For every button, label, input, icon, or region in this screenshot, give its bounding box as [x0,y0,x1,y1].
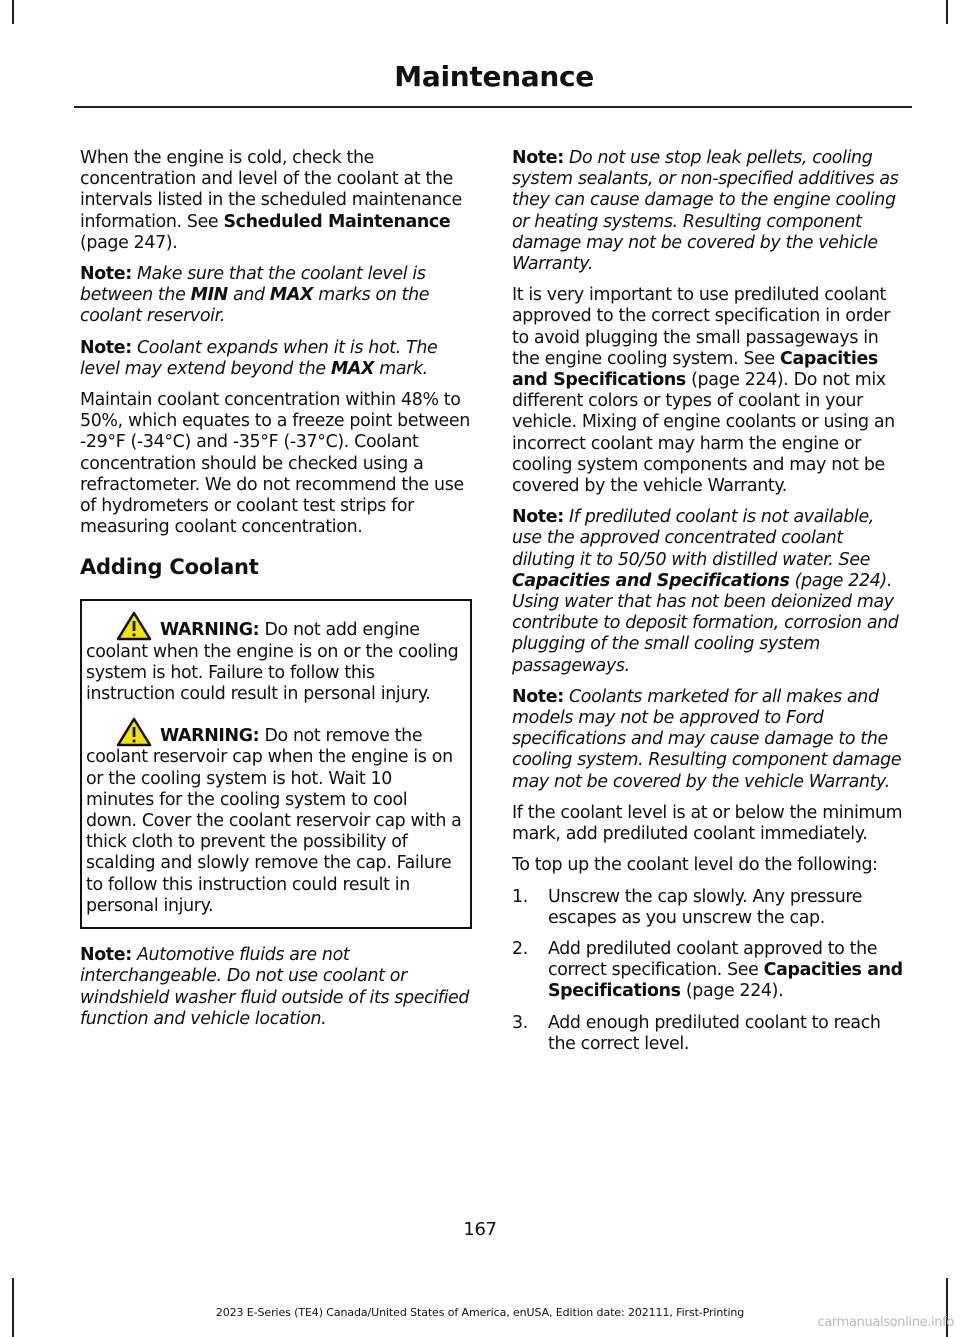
note-label: Note: [80,264,132,285]
page-number: 167 [463,1219,497,1240]
note-coolant-level: Note: Make sure that the coolant level is between the MIN and MAX marks on the coolant reservoir. [80,264,430,327]
warning-label: WARNING: [160,726,260,747]
paragraph-coolant-check: When the engine is cold, check the concentration and level of the coolant at the intervals listed in the scheduled maintenance information. See Scheduled Maintenance (page 247). [80,148,462,253]
note-coolant-expands: Note: Coolant expands when it is hot. The level may extend beyond the MAX mark. [80,337,438,379]
page-title: Maintenance [394,60,594,93]
note-label: Note: [512,507,564,528]
capacities-specifications-link[interactable]: Capacities and Specifications [548,960,903,1002]
header-divider [74,106,912,108]
watermark: carmanualsonline.info [817,1314,954,1330]
capacities-specifications-link[interactable]: Capacities and Specifications [512,570,790,591]
note-prediluted-unavailable: Note: If prediluted coolant is not available, use the approved concentrated coolant diluting it to 50/50 with distilled water. See Capacities and Specifications (page 224). Using water that has not been deionized may contribute to deposit formation, corrosion and plugging of the small cooling system passageways. [512,507,899,676]
warning-reservoir-cap: WARNING: Do not remove the coolant reservoir cap when the engine is on or the cooling system is hot. Wait 10 minutes for the cooling system to cool down. Cover the coolant reservoir cap with a thick cloth to prevent the possibility of scalding and slowly remove the cap. Failure to follow this instruction could result in personal injury. [86,717,462,917]
left-column [80,148,475,1040]
warning-triangle-icon [116,717,152,747]
note-label: Note: [512,686,564,707]
top-up-steps-list [512,887,907,1055]
warning-triangle-icon [116,611,152,641]
warning-box [80,599,472,929]
scheduled-maintenance-link[interactable]: Scheduled Maintenance [223,211,451,232]
footer-edition-info: 2023 E-Series (TE4) Canada/United States of America, enUSA, Edition date: 202111, First-Printing [215,1306,745,1319]
list-item: 3. Add enough prediluted coolant to reach the correct level. [512,1012,881,1054]
list-item: 1. Unscrew the cap slowly. Any pressure escapes as you unscrew the cap. [512,886,863,928]
note-automotive-fluids: Note: Automotive fluids are not interchangeable. Do not use coolant or windshield washer fluid outside of its specified function and vehicle location. [80,945,470,1029]
warning-hot-system: WARNING: Do not add engine coolant when the engine is on or the cooling system is hot. Failure to follow this instruction could result in personal injury. [86,611,462,705]
crop-mark [12,0,14,24]
note-label: Note: [80,945,132,966]
note-label: Note: [80,337,132,358]
paragraph-minimum-mark: If the coolant level is at or below the minimum mark, add prediluted coolant immediately. [512,802,903,845]
crop-mark [946,0,948,24]
paragraph-concentration: Maintain coolant concentration within 48% to 50%, which equates to a freeze point between -29°F (-34°C) and -35°F (-37°C). Coolant concentration should be checked using a refractometer. We do not recommend the use of hydrometers or coolant test strips for measuring coolant concentration. [80,390,470,538]
capacities-specifications-link[interactable]: Capacities and Specifications [512,348,878,391]
paragraph-prediluted-coolant: It is very important to use prediluted coolant approved to the correct specification in order to avoid plugging the small passageways in the engine cooling system. See Capacities and Specifications (page 224). Do not mix different colors or types of coolant in your vehicle. Mixing of engine coolants or using an incorrect coolant may harm the engine or cooling system components and may not be covered by the vehicle Warranty. [512,285,895,497]
warning-label: WARNING: [160,620,260,641]
list-item: 2. Add prediluted coolant approved to the correct specification. See Capacities and Specifications (page 224). [512,938,903,1002]
note-label: Note: [512,148,564,168]
note-stop-leak: Note: Do not use stop leak pellets, cooling system sealants, or non-specified additives as they can cause damage to the engine cooling or heating systems. Resulting component damage may not be covered by the vehicle Warranty. [512,148,899,275]
right-column [512,148,907,1065]
paragraph-top-up-intro: To top up the coolant level do the following: [512,855,878,876]
section-heading-adding-coolant: Adding Coolant [80,555,259,580]
note-coolants-marketed: Note: Coolants marketed for all makes and models may not be approved to Ford specifications and may cause damage to the cooling system. Resulting component damage may not be covered by the vehicle Warranty. [512,686,902,792]
